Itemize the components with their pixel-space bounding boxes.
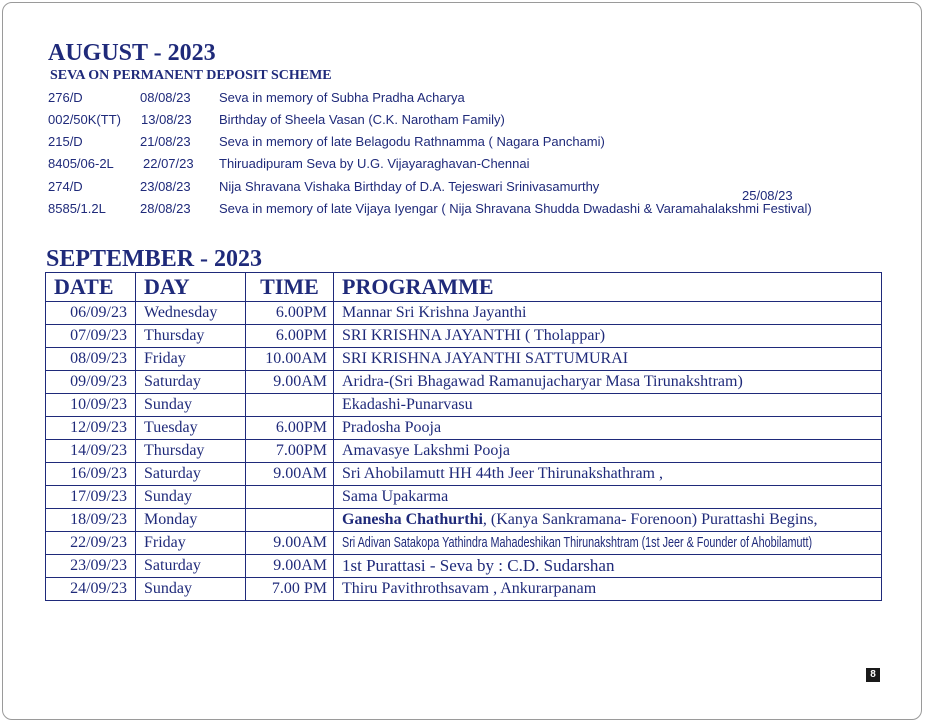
day-cell: Saturday [136,371,246,394]
table-row [46,578,882,601]
table-row [46,486,882,509]
date-cell: 09/09/23 [46,371,136,394]
table-row [46,302,882,325]
seva-description: Thiruadipuram Seva by U.G. Vijayaraghavan-Chennai [219,156,530,171]
seva-description: Seva in memory of Subha Pradha Acharya [219,90,465,105]
day-cell: Sunday [136,394,246,417]
table-row [46,348,882,371]
table-row [46,463,882,486]
seva-date: 21/08/23 [140,134,191,149]
programme-cell: Sri Ahobilamutt HH 44th Jeer Thirunakshathram , [334,463,882,486]
day-cell: Tuesday [136,417,246,440]
seva-date: 08/08/23 [140,90,191,105]
programme-cell: Mannar Sri Krishna Jayanthi [334,302,882,325]
seva-description: Nija Shravana Vishaka Birthday of D.A. Tejeswari Srinivasamurthy [219,179,600,194]
table-header-row [46,273,882,302]
deposit-id: 8585/1.2L [48,201,106,216]
programme-text: , (Kanya Sankramana- Forenoon) Purattashi Begins, [482,511,818,528]
programme-cell: SRI KRISHNA JAYANTHI SATTUMURAI [334,348,882,371]
time-cell [246,394,334,417]
time-cell: 9.00AM [246,532,334,555]
side-date-note: 25/08/23 [742,188,793,203]
date-cell: 08/09/23 [46,348,136,371]
table-row [46,417,882,440]
day-cell: Friday [136,348,246,371]
table-row [46,532,882,555]
programme-cell [334,509,882,532]
date-cell: 18/09/23 [46,509,136,532]
programme-cell: Aridra-(Sri Bhagawad Ramanujacharyar Masa Tirunakshtram) [334,371,882,394]
programme-text: Sri Adivan Satakopa Yathindra Mahadeshikan Thirunakshtram (1st Jeer & Founder of Ahobilamutt) [342,534,813,551]
date-cell: 24/09/23 [46,578,136,601]
programme-cell: SRI KRISHNA JAYANTHI ( Tholappar) [334,325,882,348]
table-row [46,325,882,348]
time-cell: 7.00 PM [246,578,334,601]
table-row [46,440,882,463]
day-cell: Sunday [136,578,246,601]
date-cell: 12/09/23 [46,417,136,440]
day-cell: Friday [136,532,246,555]
programme-cell: Sama Upakarma [334,486,882,509]
programme-cell: Amavasye Lakshmi Pooja [334,440,882,463]
time-cell [246,486,334,509]
time-cell: 6.00PM [246,417,334,440]
programme-bold-text: Ganesha Chathurthi [342,511,483,528]
programme-column-header: PROGRAMME [334,273,882,302]
seva-description: Seva in memory of late Belagodu Rathnamma ( Nagara Panchami) [219,134,605,149]
seva-date: 13/08/23 [141,112,192,127]
date-cell: 22/09/23 [46,532,136,555]
time-cell: 9.00AM [246,371,334,394]
time-cell: 9.00AM [246,463,334,486]
date-cell: 16/09/23 [46,463,136,486]
page-number-badge: 8 [866,668,880,682]
day-cell: Monday [136,509,246,532]
day-cell: Sunday [136,486,246,509]
deposit-id: 276/D [48,90,83,105]
september-schedule-table [45,272,882,601]
time-cell: 6.00PM [246,302,334,325]
time-column-header: TIME [246,273,334,302]
table-row [46,394,882,417]
table-row [46,555,882,578]
time-cell: 6.00PM [246,325,334,348]
table-row [46,509,882,532]
programme-cell: 1st Purattasi - Seva by : C.D. Sudarshan [334,555,882,578]
day-column-header: DAY [136,273,246,302]
programme-cell: Thiru Pavithrothsavam , Ankurarpanam [334,578,882,601]
time-cell: 7.00PM [246,440,334,463]
deposit-id: 215/D [48,134,83,149]
time-cell: 9.00AM [246,555,334,578]
seva-date: 22/07/23 [143,156,194,171]
date-column-header: DATE [46,273,136,302]
day-cell: Thursday [136,325,246,348]
table-row [46,371,882,394]
date-cell: 10/09/23 [46,394,136,417]
seva-date: 23/08/23 [140,179,191,194]
programme-cell: Pradosha Pooja [334,417,882,440]
deposit-id: 274/D [48,179,83,194]
seva-date: 28/08/23 [140,201,191,216]
time-cell: 10.00AM [246,348,334,371]
deposit-id: 002/50K(TT) [48,112,121,127]
day-cell: Wednesday [136,302,246,325]
date-cell: 23/09/23 [46,555,136,578]
day-cell: Saturday [136,463,246,486]
programme-cell: Ekadashi-Punarvasu [334,394,882,417]
seva-description: Seva in memory of late Vijaya Iyengar ( Nija Shravana Shudda Dwadashi & Varamahalakshmi Festival) [219,201,812,216]
deposit-id: 8405/06-2L [48,156,114,171]
seva-description: Birthday of Sheela Vasan (C.K. Narotham Family) [219,112,505,127]
programme-cell [334,532,882,555]
date-cell: 14/09/23 [46,440,136,463]
day-cell: Thursday [136,440,246,463]
august-title: AUGUST - 2023 [48,40,216,66]
august-subtitle: SEVA ON PERMANENT DEPOSIT SCHEME [50,68,332,83]
day-cell: Saturday [136,555,246,578]
september-title: SEPTEMBER - 2023 [46,246,263,272]
date-cell: 06/09/23 [46,302,136,325]
time-cell [246,509,334,532]
date-cell: 07/09/23 [46,325,136,348]
date-cell: 17/09/23 [46,486,136,509]
